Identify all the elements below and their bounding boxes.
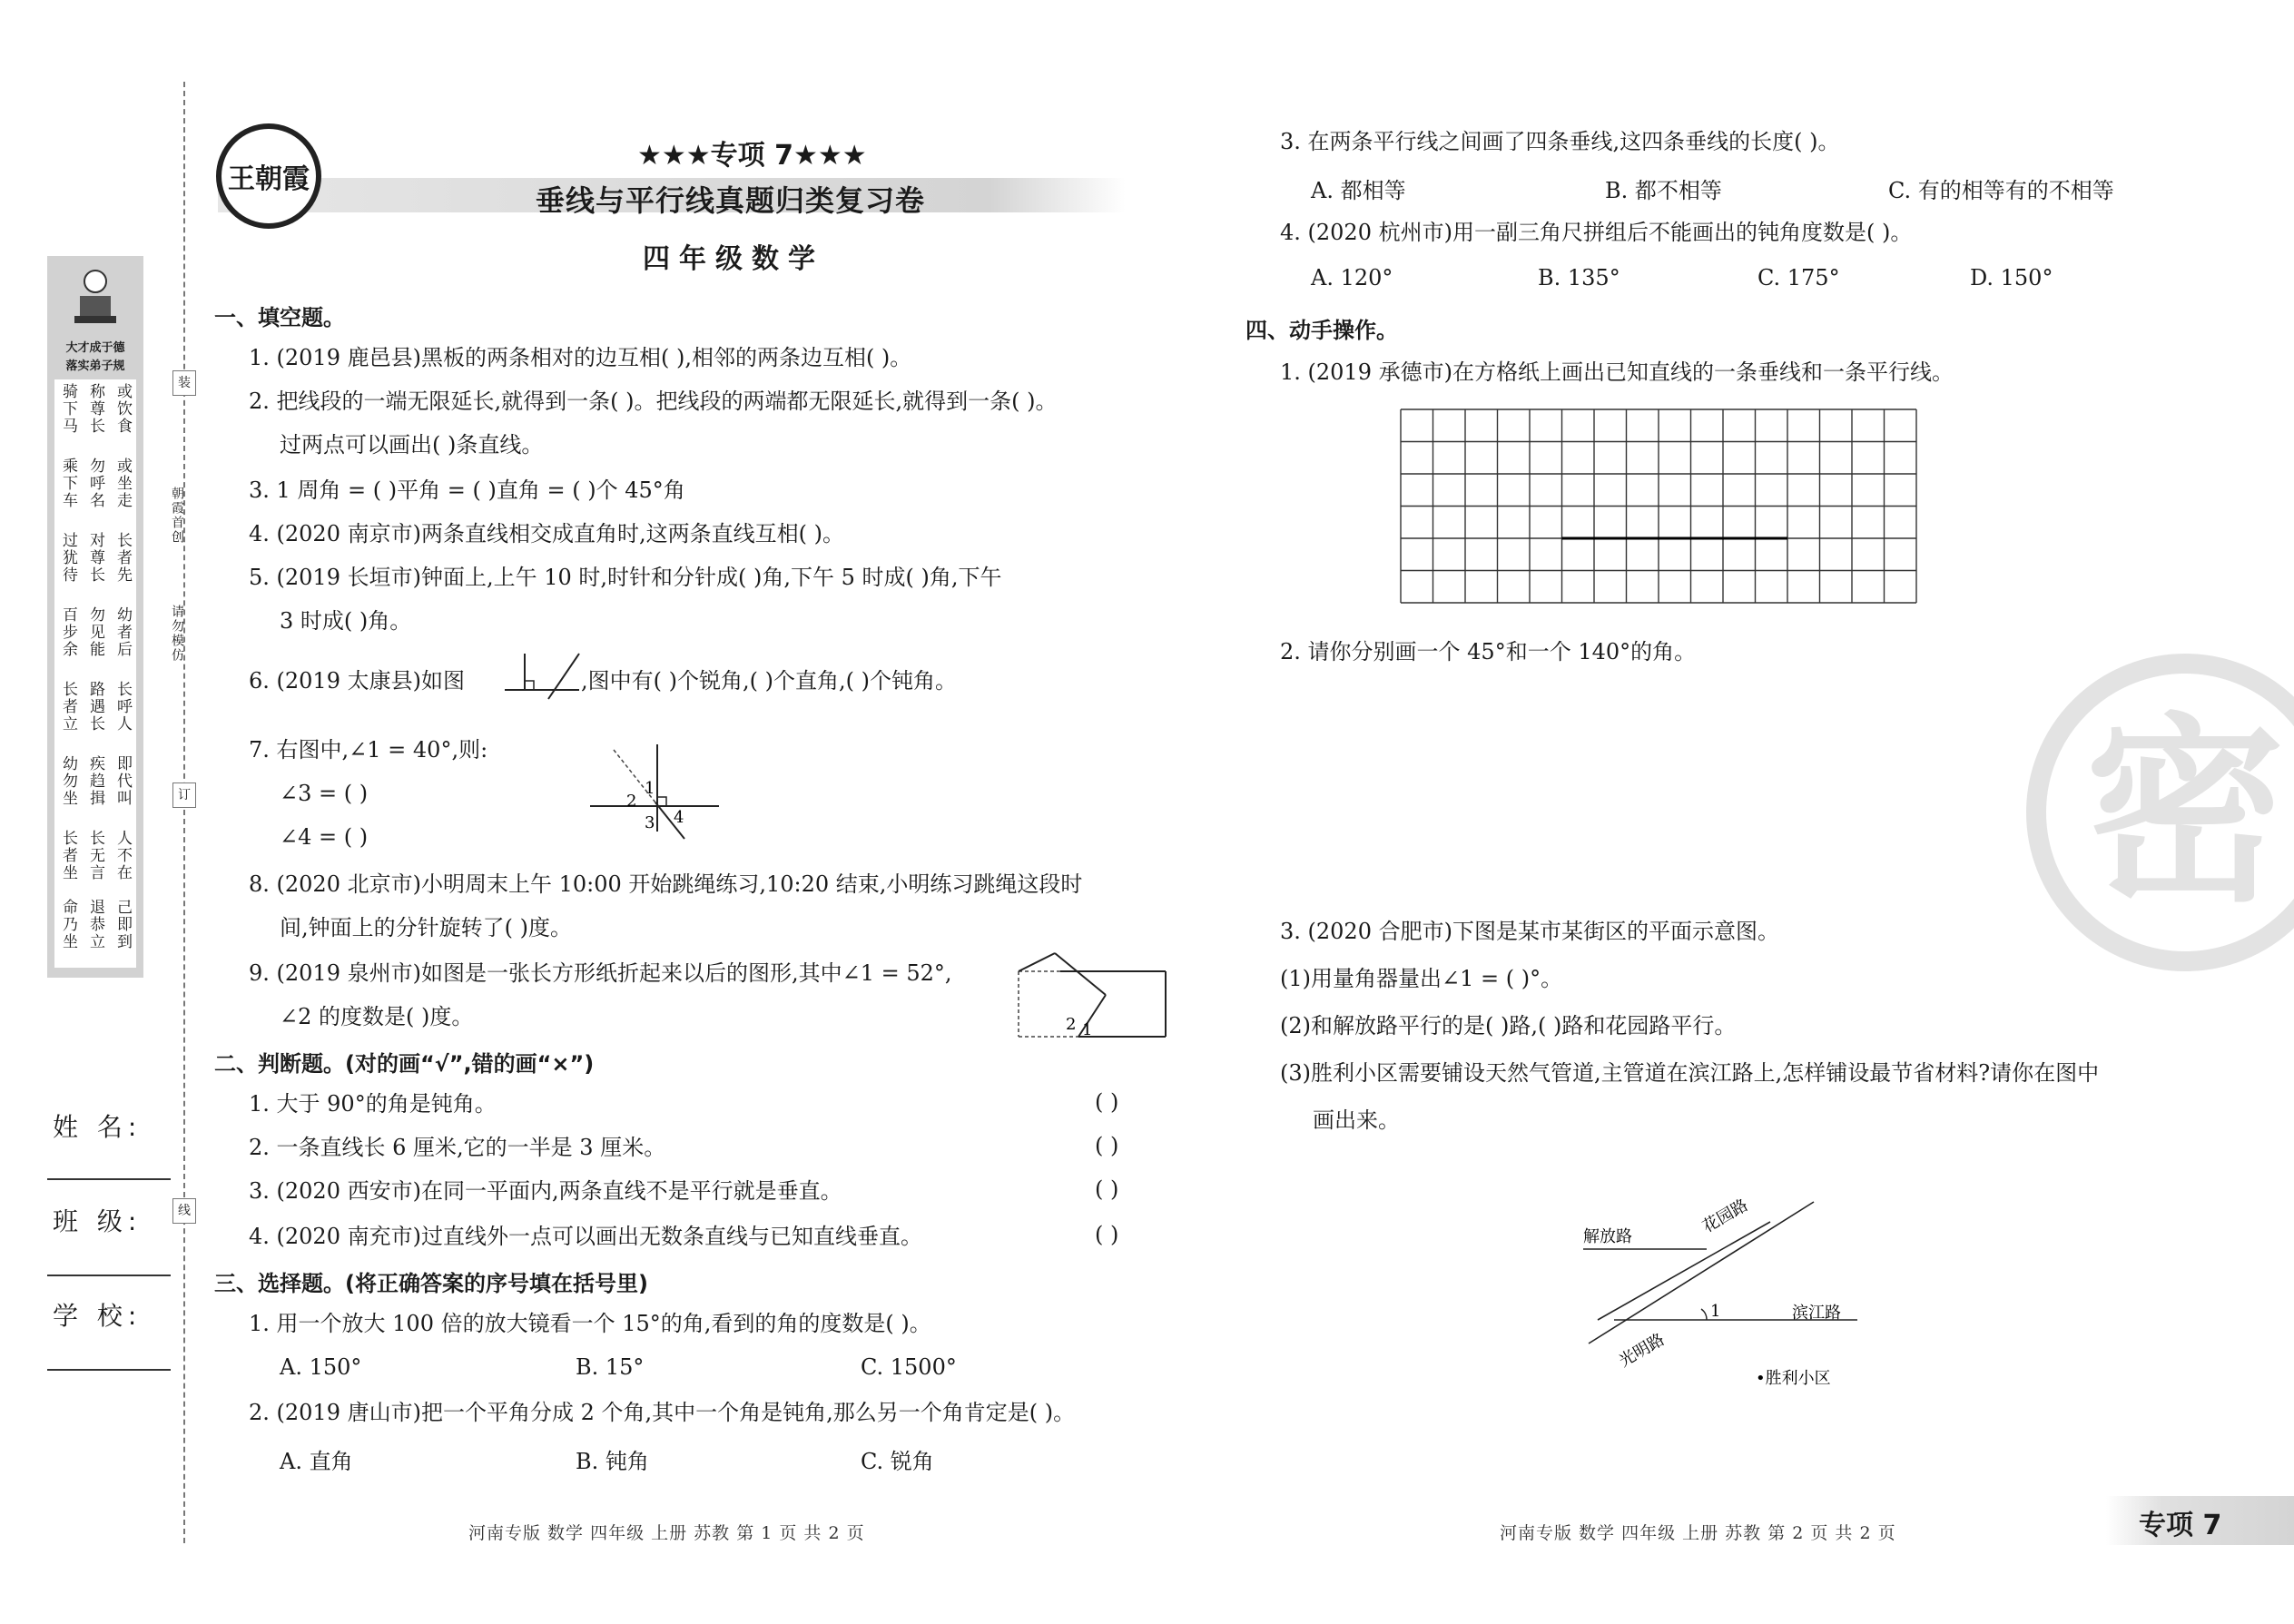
q9-label-1: 1 [1082,1020,1093,1039]
question-9-line-1: 9. (2019 泉州市)如图是一张长方形纸折起来以后的图形,其中∠1 = 52°, [249,960,952,986]
hands-on-3-part-3-line-1: (3)胜利小区需要铺设天然气管道,主管道在滨江路上,怎样铺设最节省材料?请你在图中 [1280,1060,2100,1086]
choice-1-option-b: B. 15° [576,1354,645,1380]
drawing-area[interactable] [1280,681,1915,908]
question-4: 4. (2020 南京市)两条直线相交成直角时,这两条直线互相( )。 [249,521,844,546]
judge-4-answer[interactable]: ( ) [1095,1222,1119,1247]
seal-character: 密 [2084,696,2285,929]
q7-label-1: 1 [645,779,655,798]
grid-paper[interactable] [1400,408,1919,605]
q7-label-2: 2 [626,792,637,811]
judge-3: 3. (2020 西安市)在同一平面内,两条直线不是平行就是垂直。 [249,1178,842,1204]
choice-1-option-a: A. 150° [280,1354,362,1380]
question-5-line-1: 5. (2019 长垣市)钟面上,上午 10 时,时针和分针成( )角,下午 5 时成( )角,下午 [249,565,1002,590]
hands-on-3: 3. (2020 合肥市)下图是某市某街区的平面示意图。 [1280,919,1779,944]
name-field-line[interactable] [47,1178,171,1180]
class-field-label: 班 级: [53,1206,143,1236]
choice-1: 1. 用一个放大 100 倍的放大镜看一个 15°的角,看到的角的度数是( )。 [249,1311,931,1336]
rule-column: 幼勿坐 [59,755,77,807]
rule-column: 勿呼名 [86,458,104,509]
rule-column: 长者先 [113,532,132,584]
sidebar-rules-box [54,379,136,968]
question-3: 3. 1 周角 = ( )平角 = ( )直角 = ( )个 45°角 [249,477,685,503]
sidebar-slogan [47,340,143,376]
question-5-line-2: 3 时成( )角。 [280,608,412,634]
question-2-line-2: 过两点可以画出( )条直线。 [280,432,544,458]
street-map[interactable] [1570,1189,1870,1398]
question-6-start: 6. (2019 太康县)如图 [249,668,465,694]
question-1: 1. (2019 鹿邑县)黑板的两条相对的边互相( ),相邻的两条边互相( )。 [249,345,912,370]
page-title: 垂线与平行线真题归类复习卷 [536,183,926,218]
rule-column: 乘下车 [59,458,77,509]
rule-column: 长无言 [86,830,104,881]
slogan-line-2: 落实弟子规 [65,359,125,373]
rule-column: 人不在 [113,830,132,881]
slogan-line-1: 大才成于德 [65,341,125,355]
special-label: ★★★专项 7★★★ [637,140,867,172]
judge-3-answer[interactable]: ( ) [1095,1176,1119,1202]
rule-column: 或坐走 [113,458,132,509]
rule-column: 对尊长 [86,532,104,584]
brand-logo [216,123,321,229]
cut-label-zhuang: 装 [172,370,196,396]
rule-column: 退恭立 [86,899,104,950]
choice-2: 2. (2019 唐山市)把一个平角分成 2 个角,其中一个角是钝角,那么另一个角肯定是( )。 [249,1400,1076,1425]
question-7-angle-4: ∠4 = ( ) [280,824,369,850]
judge-1: 1. 大于 90°的角是钝角。 [249,1091,497,1117]
map-label-jiefang-road: 解放路 [1583,1227,1632,1246]
choice-2-option-b: B. 钝角 [576,1449,649,1474]
question-7-angle-3: ∠3 = ( ) [280,781,369,806]
q9-label-2: 2 [1066,1015,1077,1034]
section-multiple-choice: 三、选择题。(将正确答案的序号填在括号里) [214,1271,648,1296]
judge-4: 4. (2020 南充市)过直线外一点可以画出无数条直线与已知直线垂直。 [249,1224,922,1249]
hands-on-3-part-1: (1)用量角器量出∠1 = ( )°。 [1280,966,1563,991]
question-2-line-1: 2. 把线段的一端无限延长,就得到一条( )。把线段的两端都无限延长,就得到一条( )。 [249,389,1058,414]
q6-figure [501,646,583,701]
question-8-line-2: 间,钟面上的分针旋转了( )度。 [280,915,572,940]
question-9-line-2: ∠2 的度数是( )度。 [280,1004,474,1029]
rule-column: 幼者后 [113,606,132,658]
map-label-shengli-community: •胜利小区 [1756,1369,1831,1388]
rule-column: 命乃坐 [59,899,77,950]
choice-3-option-c: C. 有的相等有的不相等 [1888,178,2114,203]
choice-2-option-a: A. 直角 [280,1449,353,1474]
rule-column: 己即到 [113,899,132,950]
map-angle-1: 1 [1710,1302,1721,1321]
school-field-label: 学 校: [53,1301,143,1331]
judge-2: 2. 一条直线长 6 厘米,它的一半是 3 厘米。 [249,1135,666,1160]
question-6-end: ,图中有( )个锐角,( )个直角,( )个钝角。 [581,668,957,694]
q7-label-3: 3 [645,813,655,832]
corner-tab-text: 专项 7 [2139,1510,2222,1541]
judge-1-answer[interactable]: ( ) [1095,1089,1119,1115]
choice-4: 4. (2020 杭州市)用一副三角尺拼组后不能画出的钝角度数是( )。 [1280,220,1913,245]
question-8-line-1: 8. (2020 北京市)小明周末上午 10:00 开始跳绳练习,10:20 结束,小明练习跳绳这段时 [249,871,1083,897]
name-field-label: 姓 名: [53,1112,143,1142]
rule-column: 长呼人 [113,681,132,733]
cut-note-2: 请勿模仿 [170,605,184,663]
choice-4-option-b: B. 135° [1538,265,1620,290]
choice-3-option-b: B. 都不相等 [1605,178,1722,203]
binding-cut-line [183,82,185,1543]
rule-column: 百步余 [59,606,77,658]
rule-column: 长者坐 [59,830,77,881]
map-label-guangming-road: 光明路 [1616,1330,1669,1372]
hands-on-3-part-3-line-2: 画出来。 [1313,1107,1400,1133]
rule-column: 路遇长 [86,681,104,733]
choice-2-option-c: C. 锐角 [861,1449,934,1474]
rule-column: 或饮食 [113,383,132,435]
section-true-false: 二、判断题。(对的画“√”,错的画“×”) [214,1051,595,1077]
class-field-line[interactable] [47,1275,171,1276]
rule-column: 骑下马 [59,383,77,435]
rule-column: 即代叫 [113,755,132,807]
choice-3: 3. 在两条平行线之间画了四条垂线,这四条垂线的长度( )。 [1280,129,1840,154]
judge-2-answer[interactable]: ( ) [1095,1133,1119,1158]
choice-1-option-c: C. 1500° [861,1354,957,1380]
cut-label-ding: 订 [172,782,196,808]
page-subtitle: 四年级数学 [643,243,824,275]
footer-page-1: 河南专版 数学 四年级 上册 苏教 第 1 页 共 2 页 [468,1523,865,1543]
rule-column: 过犹待 [59,532,77,584]
question-7-line-1: 7. 右图中,∠1 = 40°,则: [249,737,488,763]
footer-page-2: 河南专版 数学 四年级 上册 苏教 第 2 页 共 2 页 [1500,1523,1896,1543]
scholar-illustration [73,261,118,334]
choice-4-option-d: D. 150° [1970,265,2053,290]
q7-label-4: 4 [674,808,684,827]
rule-column: 长者立 [59,681,77,733]
hands-on-3-part-2: (2)和解放路平行的是( )路,( )路和花园路平行。 [1280,1013,1737,1038]
school-field-line[interactable] [47,1369,171,1371]
cut-label-xian: 线 [172,1198,196,1224]
section-hands-on: 四、动手操作。 [1245,318,1398,343]
hands-on-1: 1. (2019 承德市)在方格纸上画出已知直线的一条垂线和一条平行线。 [1280,359,1954,385]
cut-note-1: 朝霞首创 [170,487,184,545]
q9-folded-paper-figure [1015,950,1169,1040]
section-fill-blank: 一、填空题。 [214,305,345,330]
map-label-huayuan-road: 花园路 [1699,1196,1752,1237]
rule-column: 勿见能 [86,606,104,658]
rule-column: 疾趋揖 [86,755,104,807]
hands-on-2: 2. 请你分别画一个 45°和一个 140°的角。 [1280,639,1697,664]
sidebar-strip [47,256,143,978]
choice-4-option-a: A. 120° [1311,265,1393,290]
choice-3-option-a: A. 都相等 [1311,178,1406,203]
map-label-binjiang-road: 滨江路 [1792,1304,1841,1323]
choice-4-option-c: C. 175° [1757,265,1840,290]
q7-figure [586,741,723,841]
confidential-seal [2026,654,2294,971]
logo-text: 王朝霞 [228,163,310,195]
rule-column: 称尊长 [86,383,104,435]
